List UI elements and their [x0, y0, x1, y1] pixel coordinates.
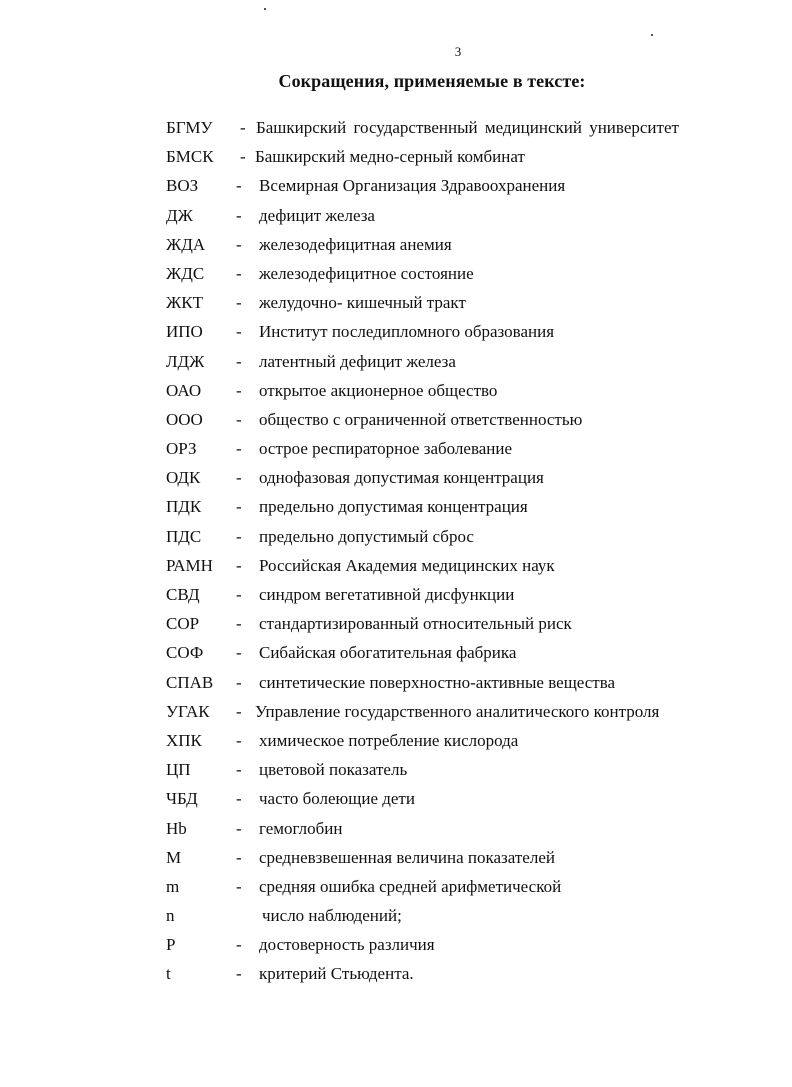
dash: - [236, 497, 242, 517]
dash: - [236, 176, 242, 196]
definition: гемоглобин [259, 818, 343, 838]
definition: химическое потребление кислорода [259, 730, 519, 750]
list-item [0, 405, 792, 434]
scan-speck [264, 8, 266, 10]
dash: - [236, 409, 242, 429]
dash: - [236, 760, 242, 780]
abbreviation: ОАО [166, 380, 202, 400]
list-item [0, 492, 792, 521]
dash: - [236, 701, 242, 721]
dash: - [236, 205, 242, 225]
list-item [0, 142, 792, 171]
abbreviation: ЧБД [166, 789, 198, 809]
dash: - [236, 672, 242, 692]
definition: желудочно- кишечный тракт [259, 293, 466, 313]
abbreviation: ЖДС [166, 263, 205, 283]
abbreviation: СПАВ [166, 672, 214, 692]
definition: предельно допустимая концентрация [259, 497, 528, 517]
dash: - [240, 118, 246, 137]
abbreviation: ООО [166, 409, 203, 429]
list-item [0, 288, 792, 317]
dash: - [236, 293, 242, 313]
definition: предельно допустимый сброс [259, 526, 474, 546]
dash: - [236, 876, 242, 896]
list-item [0, 726, 792, 755]
list-item [0, 201, 792, 230]
definition: достоверность различия [259, 935, 435, 955]
definition: критерий Стьюдента. [259, 964, 414, 984]
definition: Всемирная Организация Здравоохранения [259, 176, 566, 196]
dash: - [236, 322, 242, 342]
abbreviation: ИПО [166, 322, 203, 342]
abbreviation: СОФ [166, 643, 204, 663]
definition: часто болеющие дети [259, 789, 415, 809]
list-item [0, 959, 792, 988]
definition: железодефицитное состояние [259, 263, 474, 283]
abbreviation: ПДС [166, 526, 202, 546]
page-title: Сокращения, применяемые в тексте: [278, 71, 586, 91]
list-item [0, 376, 792, 405]
list-item [0, 522, 792, 551]
list-item [0, 697, 792, 726]
abbreviation: M [166, 847, 182, 867]
abbreviation: ЛДЖ [166, 351, 205, 371]
definition: стандартизированный относительный риск [259, 614, 572, 634]
dash: - [236, 351, 242, 371]
abbreviation: P [166, 935, 176, 955]
list-item [0, 930, 792, 959]
list-item [0, 230, 792, 259]
abbreviation: БГМУ [166, 118, 213, 137]
definition: острое респираторное заболевание [259, 439, 513, 459]
definition: Сибайская обогатительная фабрика [259, 643, 517, 663]
dash: - [236, 234, 242, 254]
scan-speck [651, 34, 653, 36]
list-item [0, 901, 792, 930]
abbreviation: ЖДА [166, 234, 206, 254]
abbreviation: m [166, 876, 180, 896]
abbreviation: ЦП [166, 760, 191, 780]
abbreviation: БМСК [166, 147, 214, 167]
definition: Башкирский государственный медицинский университет [256, 118, 679, 137]
abbreviation: ДЖ [166, 205, 193, 225]
definition: число наблюдений; [262, 906, 402, 926]
definition: Управление государственного аналитического контроля [255, 701, 660, 721]
definition: открытое акционерное общество [259, 380, 498, 400]
definition: Башкирский медно-серный комбинат [255, 147, 525, 167]
dash: - [236, 263, 242, 283]
definition: цветовой показатель [259, 760, 408, 780]
list-item [0, 434, 792, 463]
page-number: 3 [454, 44, 462, 59]
abbreviation: ОРЗ [166, 439, 197, 459]
list-item [0, 551, 792, 580]
abbreviation: УГАК [166, 701, 210, 721]
list-item [0, 463, 792, 492]
definition: средневзвешенная величина показателей [259, 847, 555, 867]
dash: - [236, 789, 242, 809]
list-item [0, 814, 792, 843]
definition: общество с ограниченной ответственностью [259, 409, 583, 429]
list-item [0, 638, 792, 667]
definition: Российская Академия медицинских наук [259, 555, 555, 575]
dash: - [236, 730, 242, 750]
list-item [0, 259, 792, 288]
dash: - [236, 555, 242, 575]
abbreviation: ЖКТ [166, 293, 203, 313]
definition: железодефицитная анемия [259, 234, 452, 254]
abbreviation: Hb [166, 818, 187, 838]
dash: - [236, 468, 242, 488]
dash: - [236, 439, 242, 459]
abbreviation: СВД [166, 585, 200, 604]
dash: - [236, 935, 242, 955]
list-item [0, 668, 792, 697]
dash: - [236, 964, 242, 984]
abbreviation: ОДК [166, 468, 201, 488]
definition: однофазовая допустимая концентрация [259, 468, 544, 488]
definition: синдром вегетативной дисфункции [259, 585, 515, 604]
abbreviation: СОР [166, 614, 200, 634]
list-item [0, 843, 792, 872]
definition: Институт последипломного образования [259, 322, 555, 342]
list-item [0, 755, 792, 784]
dash: - [236, 818, 242, 838]
abbreviation: n [166, 906, 175, 926]
list-item [0, 347, 792, 376]
abbreviation: t [166, 964, 171, 984]
list-item [0, 171, 792, 200]
definition: латентный дефицит железа [259, 351, 456, 371]
list-item [0, 580, 792, 609]
abbreviation: ХПК [166, 730, 202, 750]
dash: - [236, 614, 242, 634]
definition: синтетические поверхностно-активные вещества [259, 672, 616, 692]
definition: дефицит железа [259, 205, 375, 225]
abbreviation: ВОЗ [166, 176, 199, 196]
list-item [0, 872, 792, 901]
definition: средняя ошибка средней арифметической [259, 876, 562, 896]
dash: - [236, 847, 242, 867]
dash: - [236, 380, 242, 400]
list-item [0, 784, 792, 813]
list-item [0, 317, 792, 346]
abbreviation: ПДК [166, 497, 202, 517]
list-item [0, 113, 792, 142]
dash: - [236, 526, 242, 546]
abbreviation: РАМН [166, 555, 213, 575]
dash: - [240, 147, 246, 167]
list-item [0, 609, 792, 638]
abbreviations-list [0, 113, 792, 989]
dash: - [236, 643, 242, 663]
dash: - [236, 585, 242, 604]
